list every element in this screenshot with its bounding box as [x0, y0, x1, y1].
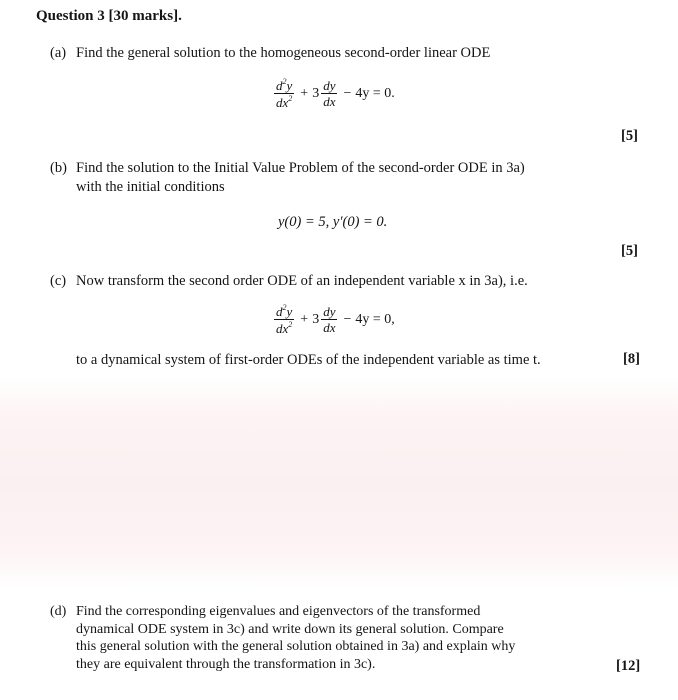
part-b-marks: [5]	[621, 243, 638, 259]
answer-space	[0, 378, 678, 588]
part-d-line2: dynamical ODE system in 3c) and write down its general solution. Compare	[76, 621, 504, 637]
part-d-line1: Find the corresponding eigenvalues and eigenvectors of the transformed	[76, 604, 481, 619]
part-d-line3: this general solution with the general solution obtained in 3a) and explain why	[76, 639, 516, 654]
part-a-equation: $\frac{d^2y}{dx^2}$ + 3 $\frac{dy}{dx}$ − 4y = 0.	[276, 77, 395, 110]
part-c-text: Now transform the second order ODE of an independent variable x in 3a), i.e.	[76, 273, 528, 289]
part-c-marks: [8]	[623, 351, 640, 367]
part-c-equation: $\frac{d^2y}{dx^2}$ + 3 $\frac{dy}{dx}$ − 4y = 0,	[276, 303, 395, 336]
part-d-line4: they are equivalent through the transformation in 3c).	[76, 656, 376, 672]
part-d-statement	[50, 603, 515, 673]
part-b-line1: Find the solution to the Initial Value Problem of the second-order ODE in 3a)	[76, 160, 525, 176]
part-a-statement	[50, 44, 490, 63]
part-c-label: (c)	[50, 273, 67, 289]
part-a-text: Find the general solution to the homogeneous second-order linear ODE	[76, 45, 491, 61]
part-c-line2: to a dynamical system of first-order ODEs of the independent variable as time t.	[76, 352, 541, 368]
part-c-statement	[50, 272, 528, 291]
question-title: Question 3 [30 marks].	[36, 8, 182, 24]
part-a-label: (a)	[50, 45, 67, 61]
part-d-label: (d)	[50, 604, 67, 619]
part-b-line2: with the initial conditions	[76, 179, 225, 195]
first-derivative-fraction: $\frac{dy}{dx}$	[323, 78, 336, 109]
part-b-statement	[50, 159, 525, 197]
part-d-marks: [12]	[616, 658, 641, 674]
part-b-label: (b)	[50, 160, 67, 176]
part-b-initial-conditions: y(0) = 5, y′(0) = 0.	[278, 214, 388, 230]
second-derivative-fraction: $\frac{d^2y}{dx^2}$	[276, 303, 293, 336]
second-derivative-fraction: $\frac{d^2y}{dx^2}$	[276, 77, 293, 110]
part-a-marks: [5]	[621, 128, 638, 144]
first-derivative-fraction: $\frac{dy}{dx}$	[323, 304, 336, 335]
